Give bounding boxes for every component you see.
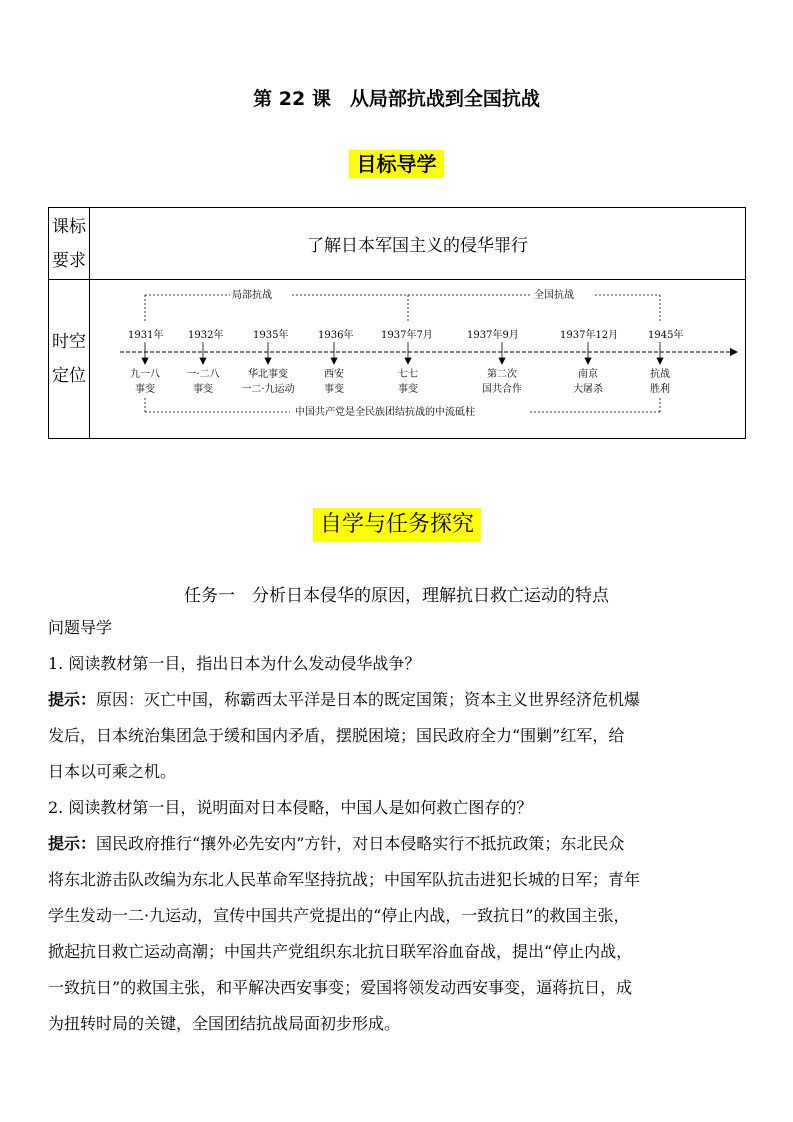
objectives-table <box>48 207 746 439</box>
event-77-line1: 七七 <box>398 369 418 380</box>
timeline-arrowhead <box>730 348 738 356</box>
task-heading: 任务一 分析日本侵华的原因，理解抗日救亡运动的特点 <box>184 586 609 606</box>
guide-label: 问题导学 <box>48 618 113 637</box>
event-918-line1: 九一八 <box>130 369 160 380</box>
answer-1-line3: 日本以可乘之机。 <box>48 762 177 781</box>
year-1931: 1931年 <box>128 330 164 341</box>
event-77-line2: 事变 <box>398 384 418 395</box>
timeline-label-line2: 定位 <box>52 366 86 386</box>
hint-label-1: 提示： <box>48 690 97 709</box>
phase-national-label: 全国抗战 <box>534 290 574 301</box>
standard-label <box>49 208 90 280</box>
event-xian-line2: 事变 <box>324 384 344 395</box>
timeline-diagram <box>90 280 745 438</box>
answer-2-line2: 将东北游击队改编为东北人民革命军坚持抗战；中国军队抗击进犯长城的日军；青年 <box>48 870 641 889</box>
event-nanjing-line1: 南京 <box>578 369 598 380</box>
event-918-line2: 事变 <box>135 384 155 395</box>
year-1935: 1935年 <box>253 330 289 341</box>
answer-1-text1: 原因：灭亡中国，称霸西太平洋是日本的既定国策；资本主义世界经济危机爆 <box>96 690 641 709</box>
self-study-banner: 自学与任务探究 <box>313 508 481 542</box>
target-banner: 目标导学 <box>349 150 444 178</box>
year-1936: 1936年 <box>318 330 354 341</box>
event-huabei-line2: 一二·九运动 <box>241 384 295 395</box>
standard-label-line1: 课标 <box>52 216 86 237</box>
answer-1-line1 <box>48 682 748 718</box>
year-1945: 1945年 <box>648 330 684 341</box>
phase-local-label: 局部抗战 <box>232 290 272 301</box>
bottom-note: 中国共产党是全民族团结抗战的中流砥柱 <box>295 407 475 418</box>
answer-2-line5: 一致抗日”的救国主张，和平解决西安事变；爱国将领发动西安事变，逼蒋抗日，成 <box>48 978 633 997</box>
question-2: 2. 阅读教材第一目，说明面对日本侵略，中国人是如何救亡图存的？ <box>48 798 533 817</box>
event-coop-line1: 第二次 <box>487 369 517 380</box>
answer-2-line4: 掀起抗日救亡运动高潮；中国共产党组织东北抗日联军浴血奋战，提出“停止内战， <box>48 942 633 961</box>
year-1937-12: 1937年12月 <box>560 330 619 341</box>
event-xian-line1: 西安 <box>324 369 344 380</box>
event-victory-line2: 胜利 <box>650 384 670 395</box>
question-1: 1. 阅读教材第一目，指出日本为什么发动侵华战争？ <box>48 654 421 673</box>
lesson-title: 第 22 课 从局部抗战到全国抗战 <box>253 88 540 110</box>
answer-2-line3: 学生发动一二·九运动，宣传中国共产党提出的“停止内战，一致抗日”的救国主张， <box>48 906 630 925</box>
event-coop-line2: 国共合作 <box>482 384 522 395</box>
timeline-label-line1: 时空 <box>52 332 86 352</box>
answer-1-line2: 发后，日本统治集团急于缓和国内矛盾，摆脱困境；国民政府全力“围剿”红军，给 <box>48 726 625 745</box>
year-1937-7: 1937年7月 <box>381 330 433 341</box>
answer-2-line6: 为扭转时局的关键，全国团结抗战局面初步形成。 <box>48 1014 401 1033</box>
hint-label-2: 提示： <box>48 834 97 853</box>
answer-2-text1: 国民政府推行“攘外必先安内”方针，对日本侵略实行不抵抗政策；东北民众 <box>96 834 625 853</box>
year-1932: 1932年 <box>188 330 224 341</box>
event-huabei-line1: 华北事变 <box>248 369 288 380</box>
answer-2-line1 <box>48 826 748 862</box>
event-128-line1: 一·二八 <box>186 369 220 380</box>
event-nanjing-line2: 大屠杀 <box>573 384 603 395</box>
requirement-text: 了解日本军国主义的侵华罪行 <box>90 208 746 280</box>
year-1937-9: 1937年9月 <box>467 330 519 341</box>
event-victory-line1: 抗战 <box>650 369 670 380</box>
timeline-cell <box>90 280 746 439</box>
timeline-label <box>49 280 90 439</box>
standard-label-line2: 要求 <box>52 250 86 271</box>
event-128-line2: 事变 <box>193 384 213 395</box>
